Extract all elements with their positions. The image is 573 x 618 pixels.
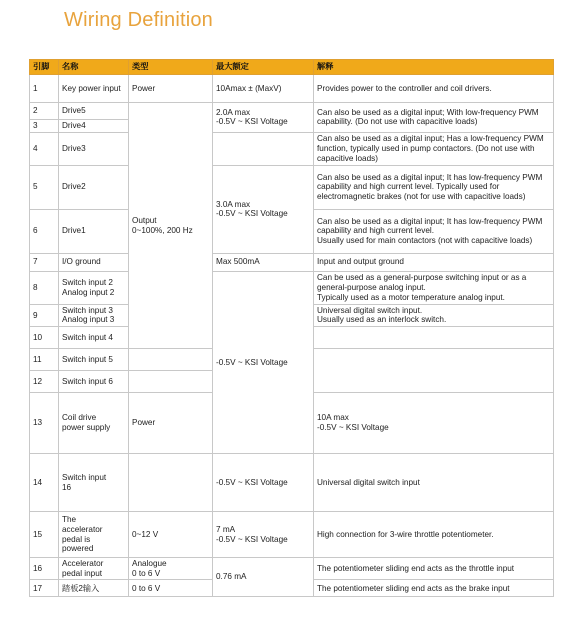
pin-rating: -0.5V ~ KSI Voltage	[213, 454, 314, 512]
pin-type: Power	[129, 393, 213, 454]
pin-no: 8	[30, 271, 59, 304]
pin-type: Analogue 0 to 6 V	[129, 558, 213, 580]
pin-desc: Provides power to the controller and coil drivers.	[314, 75, 554, 103]
pin-no: 13	[30, 393, 59, 454]
table-row	[30, 103, 554, 120]
pin-no: 3	[30, 120, 59, 133]
pin-name: The accelerator pedal is powered	[59, 512, 129, 558]
table-row	[30, 512, 554, 558]
pin-desc: High connection for 3-wire throttle potentiometer.	[314, 512, 554, 558]
table-row	[30, 75, 554, 103]
pin-name: I/O ground	[59, 253, 129, 271]
pin-rating: 10Amax ± (MaxV)	[213, 75, 314, 103]
pin-rating: Max 500mA	[213, 253, 314, 271]
pin-name: Switch input 2 Analog input 2	[59, 271, 129, 304]
table-row	[30, 132, 554, 165]
pin-rating: 0.76 mA	[213, 558, 314, 597]
pin-no: 5	[30, 165, 59, 209]
pin-no: 2	[30, 103, 59, 120]
pin-name: Drive4	[59, 120, 129, 133]
pin-name: Switch input 6	[59, 371, 129, 393]
table-header-row	[30, 60, 554, 75]
pin-no: 6	[30, 209, 59, 253]
table-row	[30, 253, 554, 271]
header-type: 类型	[129, 60, 213, 75]
pin-name: Switch input 4	[59, 327, 129, 349]
header-name: 名称	[59, 60, 129, 75]
pin-type	[129, 454, 213, 512]
pin-no: 1	[30, 75, 59, 103]
pin-name: Key power input	[59, 75, 129, 103]
pin-no: 9	[30, 304, 59, 326]
pin-name: Switch input 3 Analog input 3	[59, 304, 129, 326]
header-rating: 最大额定	[213, 60, 314, 75]
pin-rating: -0.5V ~ KSI Voltage	[213, 271, 314, 453]
pin-name: 踏板2输入	[59, 580, 129, 597]
page-title: Wiring Definition	[64, 9, 214, 31]
pin-rating: 3.0A max -0.5V ~ KSI Voltage	[213, 165, 314, 253]
pin-no: 7	[30, 253, 59, 271]
pin-rating: 2.0A max -0.5V ~ KSI Voltage	[213, 103, 314, 133]
pin-no: 14	[30, 454, 59, 512]
pin-no: 16	[30, 558, 59, 580]
pin-rating: 7 mA -0.5V ~ KSI Voltage	[213, 512, 314, 558]
pin-desc: Universal digital switch input	[314, 454, 554, 512]
pin-rating: 10A max -0.5V ~ KSI Voltage	[314, 393, 554, 454]
pin-type: 0 to 6 V	[129, 580, 213, 597]
pin-type-empty	[129, 349, 213, 371]
pin-desc: Input and output ground	[314, 253, 554, 271]
table-row	[30, 558, 554, 580]
pin-type: 0~12 V	[129, 512, 213, 558]
header-no: 引脚	[30, 60, 59, 75]
pin-name: Drive3	[59, 132, 129, 165]
table-row	[30, 165, 554, 209]
pin-type: Power	[129, 75, 213, 103]
pin-name: Drive2	[59, 165, 129, 209]
pin-type-empty	[129, 371, 213, 393]
pin-type-empty	[314, 327, 554, 349]
pin-name: Switch input 16	[59, 454, 129, 512]
pin-desc: Can be used as a general-purpose switching input or as a general-purpose analog input. Typically used as a motor temperature analog input.	[314, 271, 554, 304]
table-row	[30, 454, 554, 512]
pin-no: 10	[30, 327, 59, 349]
header-desc: 解释	[314, 60, 554, 75]
pin-desc: The potentiometer sliding end acts as the brake input	[314, 580, 554, 597]
pin-name: Drive5	[59, 103, 129, 120]
pin-desc: Can also be used as a digital input; It has low-frequency PWM capability and high current level. Usually used for main contactors (not with capacitive loads)	[314, 209, 554, 253]
pin-name: Accelerator pedal input	[59, 558, 129, 580]
pin-desc: Can also be used as a digital input; With low-frequency PWM capability. (Do not use with capacitive loads)	[314, 103, 554, 133]
pin-type: Output 0~100%, 200 Hz	[129, 103, 213, 349]
pin-no: 12	[30, 371, 59, 393]
pin-name: Switch input 5	[59, 349, 129, 371]
pin-desc: Can also be used as a digital input; It has low-frequency PWM capability and high current level. Typically used for electromagnetic brakes (not for use with capacitive loads)	[314, 165, 554, 209]
pin-no: 17	[30, 580, 59, 597]
pin-no: 15	[30, 512, 59, 558]
table-row	[30, 271, 554, 304]
pin-desc: Can also be used as a digital input; Has a low-frequency PWM function, typically used in pump contactors. (Do not use with capacitive loads)	[314, 132, 554, 165]
pin-no: 11	[30, 349, 59, 371]
pin-name: Drive1	[59, 209, 129, 253]
pin-rating-empty	[213, 132, 314, 165]
pin-desc: Universal digital switch input. Usually used as an interlock switch.	[314, 304, 554, 326]
wiring-table	[29, 59, 554, 597]
pin-no: 4	[30, 132, 59, 165]
pin-desc: The potentiometer sliding end acts as the throttle input	[314, 558, 554, 580]
pin-name: Coil drive power supply	[59, 393, 129, 454]
